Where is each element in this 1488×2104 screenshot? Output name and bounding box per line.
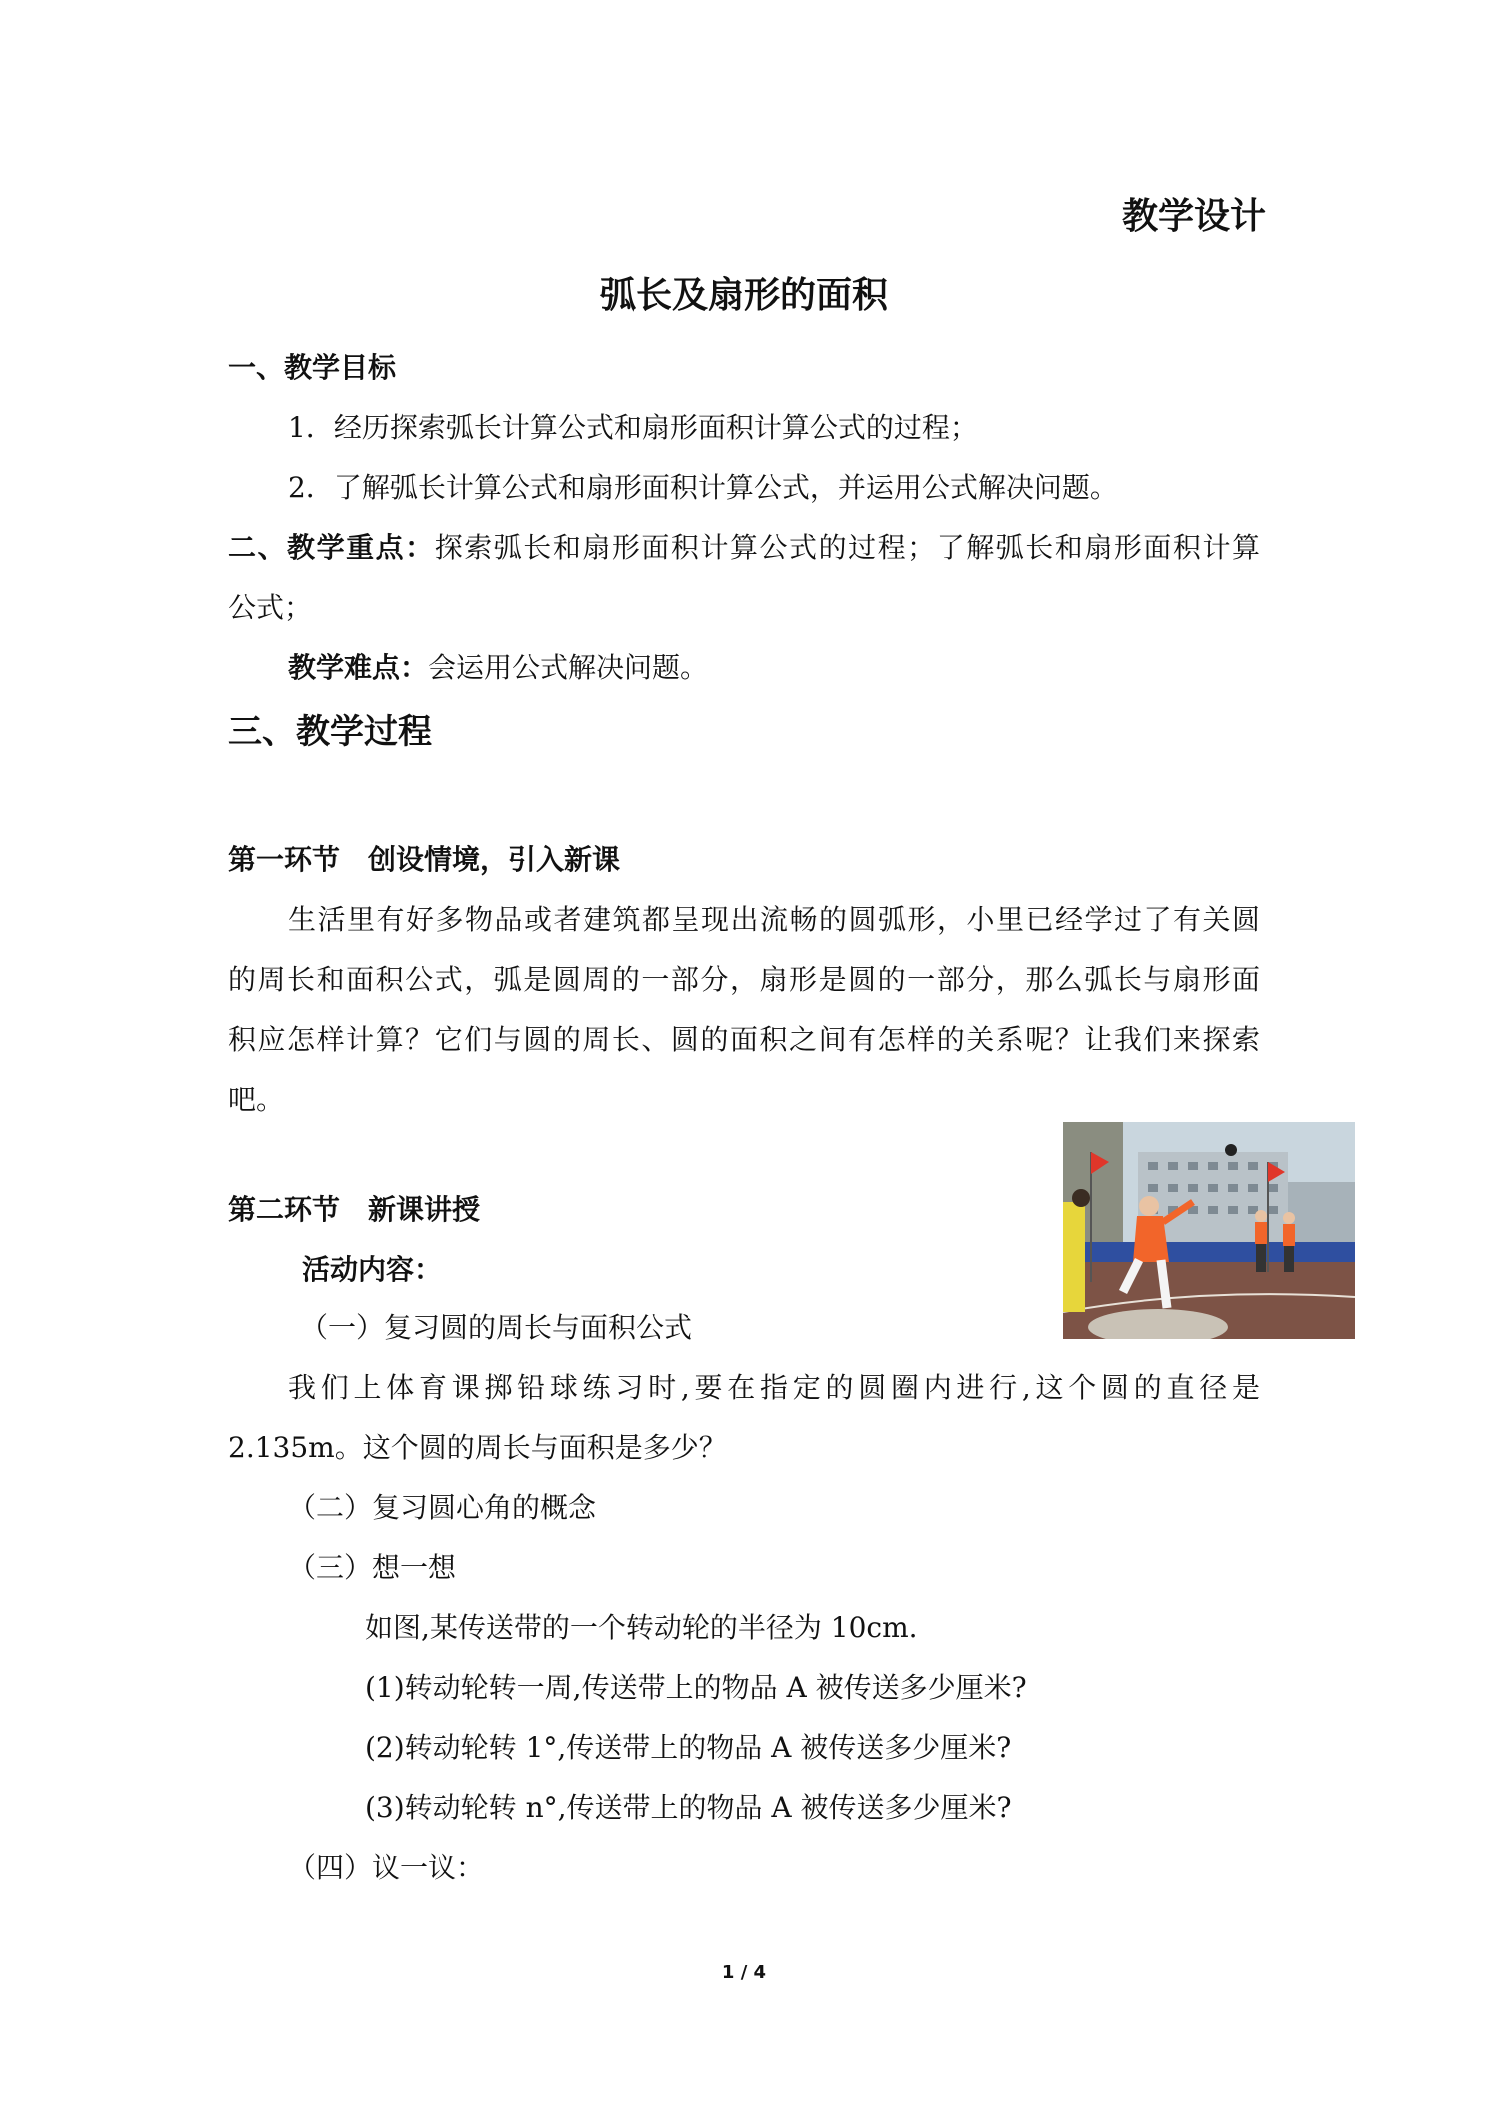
question-item: (1)转动轮转一周,传送带上的物品 A 被传送多少厘米? [365,1671,1027,1704]
key-points-line [228,528,1260,568]
section-process-heading: 三、教学过程 [228,712,432,752]
goal-item: 1．经历探索弧长计算公式和扇形面积计算公式的过程； [288,411,978,444]
question-item: (3)转动轮转 n°,传送带上的物品 A 被传送多少厘米? [365,1791,1012,1824]
goal-item: 2．了解弧长计算公式和扇形面积计算公式，并运用公式解决问题。 [288,471,1118,504]
difficulty-label: 教学难点： [288,651,429,684]
part4-heading: （四）议一议： [288,1851,485,1884]
question-item: (2)转动轮转 1°,传送带上的物品 A 被传送多少厘米? [365,1731,1012,1764]
stage1-paragraph-line: 生活里有好多物品或者建筑都呈现出流畅的圆弧形，小里已经学过了有关圆 [288,903,1260,936]
part2-heading: （二）复习圆心角的概念 [288,1491,597,1524]
section-goals-heading: 一、教学目标 [228,351,397,384]
key-points-text-cont: 公式； [228,591,313,624]
page-number: 1 / 4 [721,1962,767,1983]
difficulty-line [288,648,708,688]
part1-paragraph-line: 2.135m。这个圆的周长与面积是多少？ [228,1431,727,1464]
stage1-paragraph-line: 的周长和面积公式，弧是圆周的一部分，扇形是圆的一部分，那么弧长与扇形面 [228,963,1260,996]
key-points-text: 探索弧长和扇形面积计算公式的过程；了解弧长和扇形面积计算 [434,531,1260,564]
key-points-heading: 二、教学重点： [228,531,435,564]
question-intro: 如图,某传送带的一个转动轮的半径为 10cm. [365,1611,918,1644]
stage1-paragraph-line: 吧。 [228,1083,285,1116]
part3-heading: （三）想一想 [288,1551,457,1584]
stage1-paragraph-line: 积应怎样计算？它们与圆的周长、圆的面积之间有怎样的关系呢？让我们来探索 [228,1023,1260,1056]
stage1-title: 第一环节 创设情境，引入新课 [228,843,621,876]
activity-label: 活动内容： [302,1253,443,1286]
part1-paragraph-line: 我们上体育课掷铅球练习时,要在指定的圆圈内进行,这个圆的直径是 [288,1371,1260,1404]
difficulty-text: 会运用公式解决问题。 [428,651,709,684]
stage2-title: 第二环节 新课讲授 [228,1193,481,1226]
doc-title: 弧长及扇形的面积 [599,275,888,316]
part1-heading: （一）复习圆的周长与面积公式 [300,1311,693,1344]
shot-put-photo [1063,1122,1355,1339]
doc-type-label: 教学设计 [1121,196,1266,237]
